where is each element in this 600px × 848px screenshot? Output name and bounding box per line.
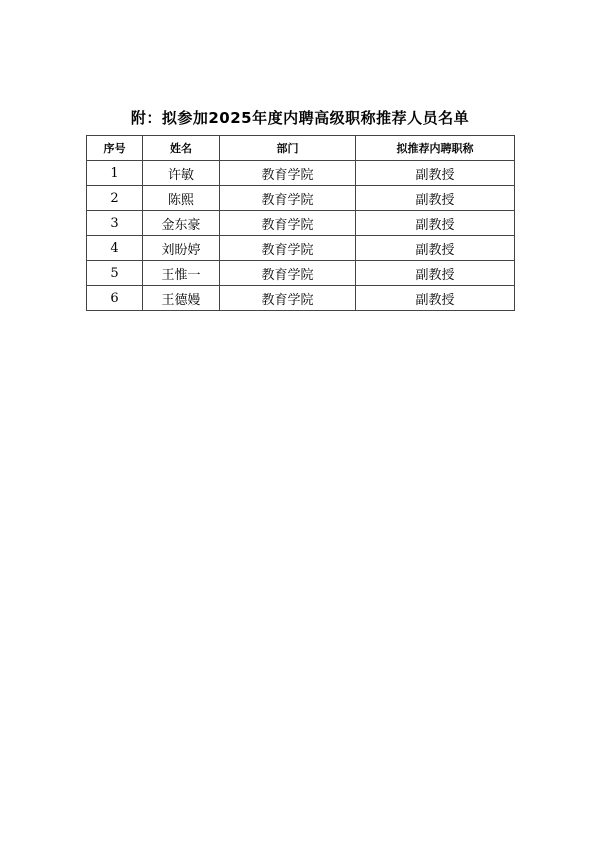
cell-title: 副教授 bbox=[356, 261, 515, 286]
table-row bbox=[87, 186, 515, 211]
table-header-row bbox=[87, 136, 515, 161]
cell-title: 副教授 bbox=[356, 161, 515, 186]
table-row bbox=[87, 261, 515, 286]
cell-title: 副教授 bbox=[356, 286, 515, 311]
cell-index: 5 bbox=[87, 261, 143, 286]
header-department: 部门 bbox=[220, 136, 356, 161]
cell-name: 王德嫚 bbox=[143, 286, 220, 311]
cell-index: 1 bbox=[87, 161, 143, 186]
cell-index: 2 bbox=[87, 186, 143, 211]
cell-title: 副教授 bbox=[356, 236, 515, 261]
table-row bbox=[87, 236, 515, 261]
document-title: 附：拟参加2025年度内聘高级职称推荐人员名单 bbox=[130, 109, 470, 127]
cell-name: 陈熙 bbox=[143, 186, 220, 211]
cell-index: 4 bbox=[87, 236, 143, 261]
header-title: 拟推荐内聘职称 bbox=[356, 136, 515, 161]
cell-department: 教育学院 bbox=[220, 211, 356, 236]
header-name: 姓名 bbox=[143, 136, 220, 161]
cell-name: 许敏 bbox=[143, 161, 220, 186]
table-row bbox=[87, 286, 515, 311]
cell-title: 副教授 bbox=[356, 186, 515, 211]
cell-index: 3 bbox=[87, 211, 143, 236]
recommendation-table bbox=[86, 135, 515, 311]
cell-name: 金东豪 bbox=[143, 211, 220, 236]
cell-title: 副教授 bbox=[356, 211, 515, 236]
cell-name: 刘盼婷 bbox=[143, 236, 220, 261]
cell-department: 教育学院 bbox=[220, 261, 356, 286]
table-row bbox=[87, 211, 515, 236]
cell-department: 教育学院 bbox=[220, 236, 356, 261]
header-index: 序号 bbox=[87, 136, 143, 161]
cell-department: 教育学院 bbox=[220, 286, 356, 311]
cell-index: 6 bbox=[87, 286, 143, 311]
cell-department: 教育学院 bbox=[220, 186, 356, 211]
table-row bbox=[87, 161, 515, 186]
cell-department: 教育学院 bbox=[220, 161, 356, 186]
cell-name: 王惟一 bbox=[143, 261, 220, 286]
